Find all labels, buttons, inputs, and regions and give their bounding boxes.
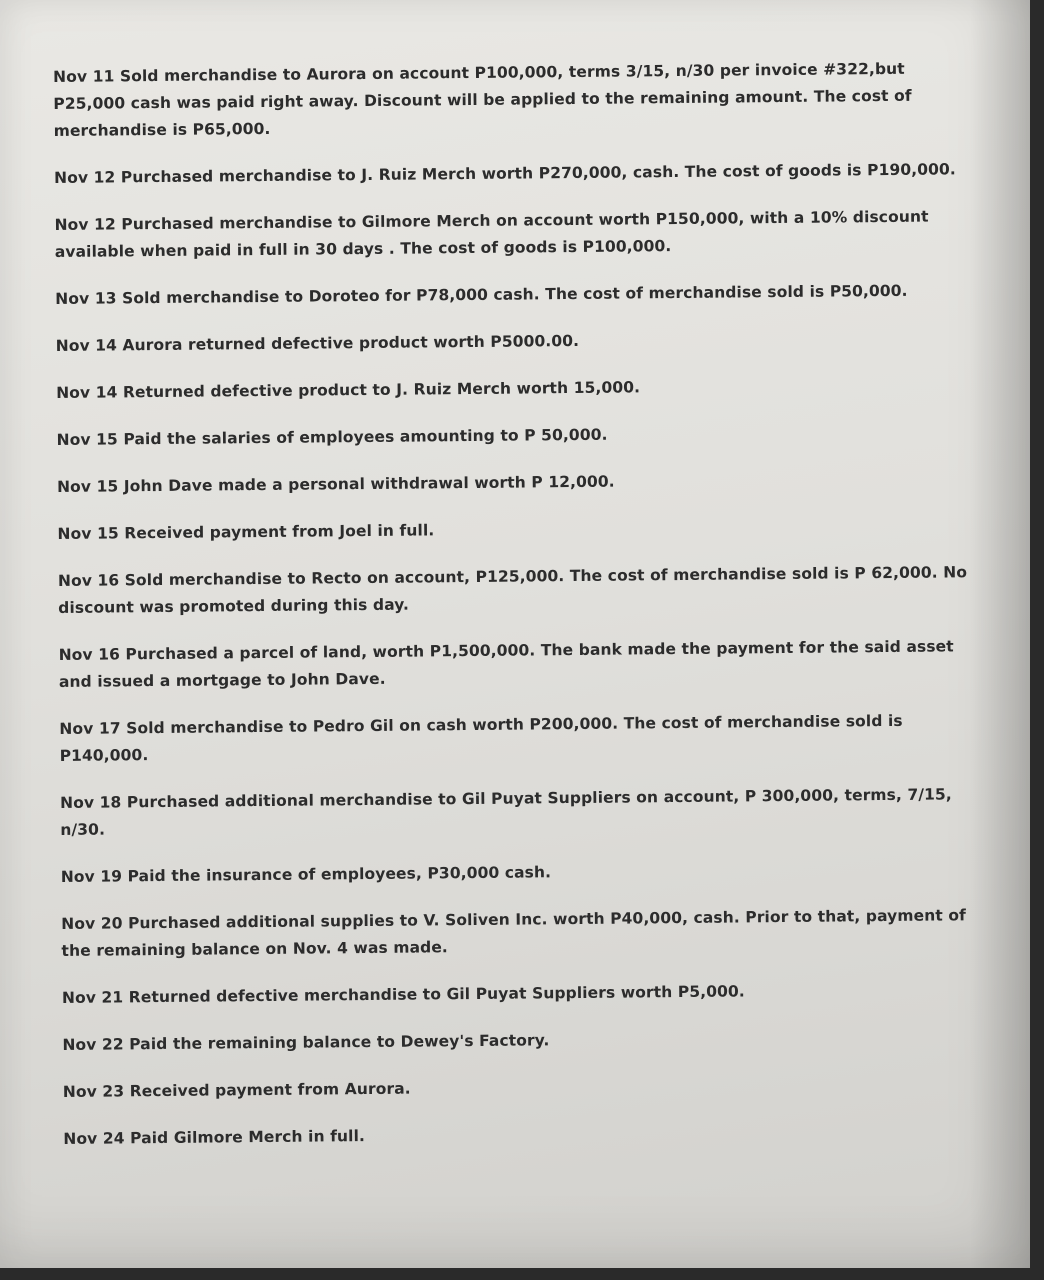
transaction-entry: Nov 11 Sold merchandise to Aurora on account P100,000, terms 3/15, n/30 per invoice #322,but P25,000 cash was paid right away. Discount will be applied to the remaining amount. The cost of merchandise is P65,000. <box>53 59 912 140</box>
transaction-entry: Nov 20 Purchased additional supplies to V. Soliven Inc. worth P40,000, cash. Prior to that, payment of the remaining balance on Nov. 4 was made. <box>61 906 967 960</box>
transaction-entry: Nov 15 John Dave made a personal withdrawal worth P 12,000. <box>56 472 615 496</box>
transaction-entry: Nov 14 Aurora returned defective product worth P5000.00. <box>55 331 580 355</box>
transaction-entry: Nov 19 Paid the insurance of employees, P30,000 cash. <box>60 863 552 886</box>
transaction-entry: Nov 17 Sold merchandise to Pedro Gil on cash worth P200,000. The cost of merchandise sold is P140,000. <box>59 711 903 765</box>
transaction-entry: Nov 24 Paid Gilmore Merch in full. <box>63 1127 366 1148</box>
transaction-entry: Nov 18 Purchased additional merchandise to Gil Puyat Suppliers on account, P 300,000, terms, 7/15, n/30. <box>60 785 952 839</box>
transaction-entry: Nov 15 Paid the salaries of employees amounting to P 50,000. <box>56 425 608 449</box>
transaction-entry: Nov 21 Returned defective merchandise to Gil Puyat Suppliers worth P5,000. <box>61 982 745 1007</box>
transaction-entry: Nov 22 Paid the remaining balance to Dewey's Factory. <box>62 1031 550 1054</box>
transaction-entry: Nov 16 Purchased a parcel of land, worth P1,500,000. The bank made the payment for the said asset and issued a mortgage to John Dave. <box>58 637 954 691</box>
paper-shadow <box>970 0 1030 1268</box>
transaction-entry: Nov 16 Sold merchandise to Recto on account, P125,000. The cost of merchandise sold is P 62,000. No discount was promoted during this day. <box>57 563 968 617</box>
transaction-entry: Nov 13 Sold merchandise to Doroteo for P78,000 cash. The cost of merchandise sold is P50,000. <box>55 281 908 308</box>
transaction-entry: Nov 12 Purchased merchandise to J. Ruiz Merch worth P270,000, cash. The cost of goods is P190,000. <box>54 160 956 187</box>
transaction-list <box>53 55 978 1153</box>
transaction-entry: Nov 23 Received payment from Aurora. <box>62 1079 411 1101</box>
transaction-entry: Nov 12 Purchased merchandise to Gilmore Merch on account worth P150,000, with a 10% discount available when paid in full in 30 days . The cost of goods is P100,000. <box>54 207 929 261</box>
transaction-entry: Nov 15 Received payment from Joel in full. <box>57 521 435 543</box>
transaction-entry: Nov 14 Returned defective product to J. Ruiz Merch worth 15,000. <box>56 378 641 402</box>
